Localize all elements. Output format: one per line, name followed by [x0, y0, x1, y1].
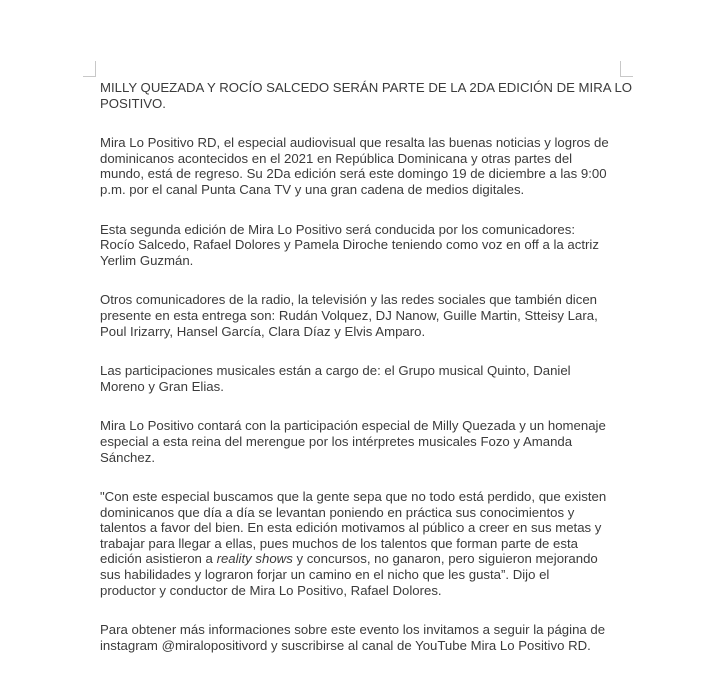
text-line: Esta segunda edición de Mira Lo Positivo será conducida por los comunicadores: — [100, 221, 576, 237]
text-line: p.m. por el canal Punta Cana TV y una gran cadena de medios digitales. — [100, 181, 525, 197]
text-line: MILLY QUEZADA Y ROCÍO SALCEDO SERÁN PARTE DE LA 2DA EDICIÓN DE MIRA LO — [100, 80, 633, 95]
text-line: Otros comunicadores de la radio, la televisión y las redes sociales que también dicen — [100, 292, 597, 308]
text-line: "Con este especial buscamos que la gente sepa que no todo está perdido, que existen — [100, 489, 607, 505]
text-line: Poul Irizarry, Hansel García, Clara Díaz y Elvis Amparo. — [100, 323, 426, 339]
text-line: dominicanos que día a día se levantan poniendo en práctica sus conocimientos y — [100, 504, 575, 520]
text-line: presente en esta entrega son: Rudán Volquez, DJ Nanow, Guille Martin, Stteisy Lara, — [100, 307, 598, 323]
text-line: Mira Lo Positivo RD, el especial audiovisual que resalta las buenas noticias y logros de — [100, 135, 609, 151]
text-line: Las participaciones musicales están a cargo de: el Grupo musical Quinto, Daniel — [100, 363, 571, 379]
text-line — [100, 551, 660, 567]
text-line: Yerlim Guzmán. — [100, 252, 194, 268]
text-line: dominicanos acontecidos en el 2021 en República Dominicana y otras partes del — [100, 150, 573, 166]
margin-crop-mark-top-left — [83, 61, 96, 77]
text-line: trabajar para llegar a ellas, pues muchos de los talentos que forman parte de esta — [100, 535, 578, 551]
document-text-area[interactable] — [100, 80, 660, 677]
paragraph-intro — [100, 135, 660, 197]
paragraph-headline — [100, 80, 660, 111]
paragraph-hosts — [100, 222, 660, 269]
italic-text: reality shows — [216, 551, 293, 567]
text-line: POSITIVO. — [100, 95, 166, 111]
paragraph-special-guest — [100, 418, 660, 465]
paragraph-musical-acts — [100, 363, 660, 394]
text-line: mundo, está de regreso. Su 2Da edición será este domingo 19 de diciembre a las 9:00 — [100, 166, 607, 182]
paragraph-other-communicators — [100, 292, 660, 339]
text-line: productor y conductor de Mira Lo Positivo, Rafael Dolores. — [100, 582, 442, 598]
text-line: Mira Lo Positivo contará con la participación especial de Milly Quezada y un homenaje — [100, 418, 606, 434]
margin-crop-mark-top-right — [620, 61, 633, 77]
text-line: especial a esta reina del merengue por los intérpretes musicales Fozo y Amanda — [100, 433, 573, 449]
text-line: Moreno y Gran Elias. — [100, 378, 224, 394]
text-line: sus habilidades y lograron forjar un camino en el nicho que les gusta”. Dijo el — [100, 567, 550, 583]
text-line: talentos a favor del bien. En esta edición motivamos al público a creer en sus metas y — [100, 520, 602, 536]
paragraph-follow-info — [100, 622, 660, 653]
text-line: Para obtener más informaciones sobre este evento los invitamos a seguir la página de — [100, 622, 606, 638]
text-line: instagram @miralopositivord y suscribirse al canal de YouTube Mira Lo Positivo RD. — [100, 637, 591, 653]
text-line: Sánchez. — [100, 449, 155, 465]
plain-text: edición asistieron a — [100, 551, 217, 567]
paragraph-producer-quote — [100, 489, 660, 598]
text-line: Rocío Salcedo, Rafael Dolores y Pamela Diroche teniendo como voz en off a la actriz — [100, 237, 599, 253]
plain-text: y concursos, no ganaron, pero siguieron mejorando — [292, 551, 598, 567]
